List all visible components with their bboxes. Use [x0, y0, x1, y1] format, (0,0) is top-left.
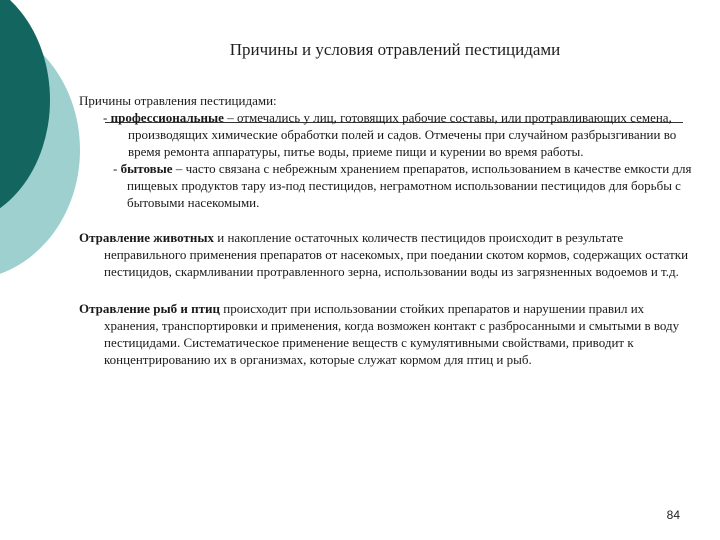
spacer [79, 280, 694, 300]
decorative-circles [0, 0, 90, 300]
slide-content [79, 92, 694, 368]
fish-birds-text: происходит при использовании стойких препаратов и нарушении правил их хранения, транспортировки и применения, когда возможен контакт с разбросанными и смытыми в воду пестицидами. Систематическое применение веществ с кумулятивными свойствами, приводит к концентрированию их в организмах, которые служат кормом для птиц и рыб. [104, 301, 680, 367]
slide-title: Причины и условия отравлений пестицидами [229, 40, 561, 59]
animals-text: и накопление остаточных количеств пестицидов происходит в результате неправильного применения препаратов от насекомых, при поедании скотом кормов, содержащих остатки пестицидов, скармливании протравленного зерна, использовании воды из загрязненных водоемов и т.д. [104, 230, 689, 279]
household-term: бытовые [120, 161, 173, 176]
household-text: – часто связана с небрежным хранением препаратов, использованием в качестве емкости для пищевых продуктов тару из-под пестицидов, неграмотном использовании пестицидов для борьбы с бытовыми насекомыми. [127, 161, 692, 210]
fish-birds-paragraph [79, 300, 694, 368]
section1-heading: Причины отравления пестицидами: [79, 93, 277, 108]
professional-term: профессиональные [110, 110, 224, 125]
animals-paragraph [79, 229, 694, 280]
professional-text: – отмечались у лиц, готовящих рабочие составы, или протравливающих семена, производящих химические обработки полей и садов. Отмечены при случайном разбрызгивании во время ремонта аппаратуры, питье воды, приеме пищи и курении во время работы. [128, 110, 677, 159]
fish-birds-term: Отравление рыб и птиц [79, 301, 221, 316]
animals-term: Отравление животных [79, 230, 215, 245]
item-dash: - [113, 161, 121, 176]
household-item [103, 160, 694, 211]
professional-item [103, 109, 694, 160]
section1-list-2 [79, 160, 694, 211]
section1-list [79, 109, 694, 160]
item-dash: - [103, 110, 111, 125]
spacer [79, 211, 694, 229]
page-number: 84 [666, 508, 680, 522]
